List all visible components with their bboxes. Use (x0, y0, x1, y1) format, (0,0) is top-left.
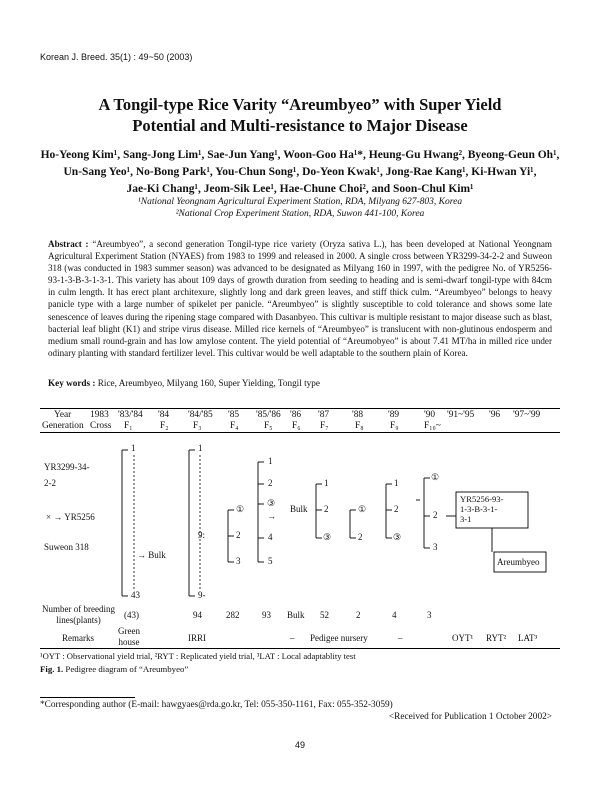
remarks-greenhouse-line-2: house (118, 637, 140, 647)
f3-top: 1 (198, 443, 203, 453)
gen-f1: F₁ (124, 421, 133, 431)
f8-line-2: 2 (358, 532, 363, 542)
breeding-f8: 2 (356, 610, 361, 620)
year-label: Year (54, 410, 72, 420)
remarks-pedigree-nursery: Pedigee nursery (310, 633, 368, 643)
remarks-irri: IRRI (188, 633, 206, 643)
year-85-86: '85/'86 (256, 410, 281, 420)
year-89: '89 (388, 410, 400, 420)
remarks-label: Remarks (62, 633, 94, 643)
gen-f5: F₅ (264, 421, 273, 431)
remarks-dash-2: – (398, 633, 403, 643)
f7-line-1: 1 (324, 478, 329, 488)
f9-line-2: 2 (394, 504, 399, 514)
abstract-label: Abstract : (48, 239, 89, 249)
breeding-lines-label (42, 604, 115, 626)
breeding-f1: (43) (124, 610, 139, 620)
f10-line-2: 2 (433, 510, 438, 520)
f8-line-1: ① (358, 504, 367, 514)
breeding-f5: 93 (262, 610, 271, 620)
year-86: '86 (290, 410, 302, 420)
gen-f4: F₄ (230, 421, 239, 431)
f1-bottom: 43 (131, 590, 140, 600)
figure-caption-text: Pedigree diagram of “Areumbyeo” (65, 664, 189, 674)
f10-line-3: 3 (433, 542, 438, 552)
breeding-label-line-1: Number of breeding (42, 604, 115, 614)
parent-1-line-2: 2-2 (44, 478, 56, 488)
gen-f9: F₉ (390, 421, 399, 431)
f5-arrow: → (267, 511, 276, 521)
remarks-ryt: RYT² (486, 633, 507, 643)
cross-arrow: × → YR5256 (46, 512, 95, 522)
f5-line-3: ③ (267, 498, 276, 508)
f4-line-a: ① (236, 504, 245, 514)
affiliation-1: ¹National Yeongnam Agricultural Experiment Station, RDA, Milyang 627-803, Korea (137, 197, 463, 207)
gen-cross: Cross (90, 421, 112, 431)
figure-caption (40, 664, 188, 674)
breeding-f7: 52 (320, 610, 329, 620)
breeding-f10: 3 (427, 610, 432, 620)
gen-f8: F₈ (355, 421, 364, 431)
affiliation-2: ²National Crop Experiment Station, RDA, Suwon 441-100, Korea (175, 209, 425, 219)
footnote-rule (40, 697, 135, 698)
f9-line-1: 1 (394, 478, 399, 488)
f1-top: 1 (131, 443, 136, 453)
generation-label: Generation (42, 421, 84, 431)
year-83-84: '83/'84 (118, 410, 143, 420)
keywords-label: Key words : (48, 378, 96, 388)
year-87: '87 (318, 410, 330, 420)
page-number: 49 (294, 740, 305, 750)
f7-line-2: 2 (324, 504, 329, 514)
authors-line-2: Un-Sang Yeo¹, No-Bong Park¹, You-Chun Song¹, Do-Yeon Kwak¹, Jong-Rae Kang¹, Ki-Hwan Yi¹, (63, 166, 537, 178)
f5-line-5: 5 (268, 556, 273, 566)
breeding-f3: 94 (193, 610, 202, 620)
gen-f2: F₂ (160, 421, 169, 431)
year-91-95: '91~'95 (447, 410, 475, 420)
remarks-greenhouse-line-1: Green (118, 626, 140, 636)
abstract-text: “Areumbyeo”, a second generation Tongil-type rice variety (Oryza sativa L.), has been developed at National Yeongnam Agricultural Experiment Station (NYAES) from 1983 to 1999 and released in 2000. A single cross between YR3299-34-2-2 and Suweon 318 (was conducted in 1983 summer season) was advanced to be designated as Milyang 160 in 1997, with the pedigree No. of YR5256-93-1-3-B-3-1-3-1. This variety has about 109 days of growth duration from seeding to heading and is semi-dwarf tongil-type with 84cm in culm length. It has erect plant architexure, slightly long and dark green leaves, and stiff thick culm. “Areumbyeo” belongs to heavy panicle type with a large number of spikelet per panicle. “Areumbyeo” is slightly susceptible to cold tolerance and shows some late senescence of leaves during the ripening stage compared with Dasanbyeo. This cultivar is multiple resistant to major disease such as blast, bacterial leaf blight (K1) and stripe virus disease. Milled rice kernels of “Areumbyeo” is translucent with non-glutinous endosperm and medium small round-grain and has low amylose content. The yield potential of “Areumobyeo” is about 7.41 MT/ha in milled rice under odinary planting with standard fertilizer level. This cultivar would be well adaptable to the southern plain of Korea. (48, 239, 552, 358)
year-85: '85 (228, 410, 240, 420)
bulk-arrow-label: → Bulk (137, 550, 166, 560)
pedigree-box-line-2: 1-3-B-3-1- (460, 504, 498, 514)
f4-line-c: 3 (236, 556, 241, 566)
year-97-99: '97~'99 (513, 410, 541, 420)
gen-f10: F₁₀~ (424, 421, 441, 431)
variety-name: Areumbyeo (497, 557, 540, 567)
gen-f7: F₇ (320, 421, 329, 431)
title-line-2: Potential and Multi-resistance to Major Disease (132, 116, 468, 135)
pedigree-box (460, 494, 503, 524)
gen-f3: F₃ (193, 421, 202, 431)
year-96: '96 (489, 410, 501, 420)
f5-line-4: 4 (268, 532, 273, 542)
parent-2: Suweon 318 (44, 542, 89, 552)
gen-f6: F₆ (292, 421, 301, 431)
year-90: '90 (424, 410, 436, 420)
f5-line-1: 1 (268, 456, 273, 466)
table-footnote: ¹OYT : Observational yield trial, ²RYT : Replicated yield trial, ³LAT : Local adaptablity test (40, 651, 356, 661)
remarks-dash-1: – (290, 633, 295, 643)
f4-line-b: 2 (236, 530, 241, 540)
breeding-f9: 4 (392, 610, 397, 620)
corresponding-author: *Corresponding author (E-mail: hawgyaes@rda.go.kr, Tel: 055-350-1161, Fax: 055-352-3059) (40, 700, 393, 710)
remarks-oyt: OYT¹ (452, 633, 474, 643)
keywords-text: Rice, Areumbyeo, Milyang 160, Super Yielding, Tongil type (97, 378, 320, 388)
year-88: '88 (352, 410, 364, 420)
f6-bulk: Bulk (290, 504, 308, 514)
parent-1-line-1: YR3299-34- (44, 462, 90, 472)
journal-citation: Korean J. Breed. 35(1) : 49~50 (2003) (40, 52, 193, 62)
f10-line-1: ① (431, 472, 440, 482)
breeding-label-line-2: lines(plants) (56, 615, 101, 625)
figure-label: Fig. 1. (40, 664, 64, 674)
f3-bottom: 9- (198, 590, 206, 600)
year-84: '84 (158, 410, 170, 420)
breeding-f4: 282 (226, 610, 240, 620)
pedigree-box-line-1: YR5256-93- (460, 494, 504, 504)
year-1983: 1983 (90, 410, 109, 420)
remarks-lat: LAT³ (518, 633, 538, 643)
authors-line-1: Ho-Yeong Kim¹, Sang-Jong Lim¹, Sae-Jun Yang¹, Woon-Goo Ha¹*, Heung-Gu Hwang², Byeong-Geun Oh¹, (40, 149, 560, 161)
breeding-f6: Bulk (287, 610, 305, 620)
received-date: <Received for Publication 1 October 2002> (388, 712, 552, 722)
f5-line-2: 2 (268, 478, 273, 488)
f3-mid: 9: (198, 530, 206, 540)
f7-line-3: ③ (323, 532, 332, 542)
f9-line-3: ③ (393, 532, 402, 542)
authors-line-3: Jae-Ki Chang¹, Jeom-Sik Lee¹, Hae-Chune Choi², and Soon-Chul Kim¹ (126, 183, 474, 195)
remarks-greenhouse (118, 626, 140, 648)
pedigree-box-line-3: 3-1 (460, 514, 472, 524)
title-line-1: A Tongil-type Rice Varity “Areumbyeo” with Super Yield (98, 95, 502, 114)
year-84-85: '84/'85 (188, 410, 213, 420)
